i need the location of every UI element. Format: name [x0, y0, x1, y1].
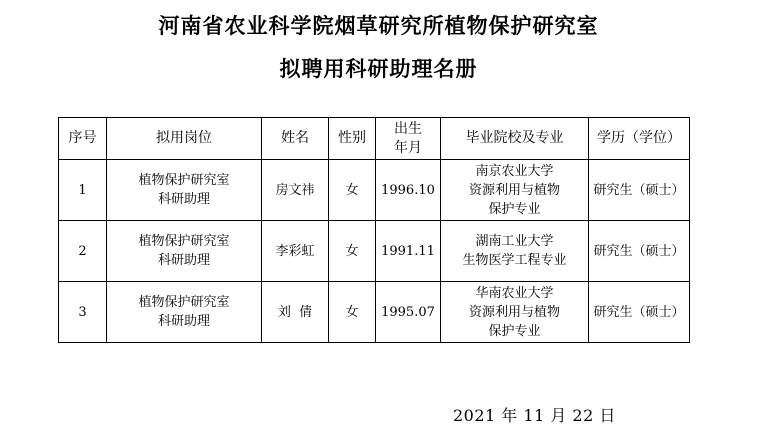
table-row [59, 160, 690, 221]
assistant-roster-table [58, 117, 690, 343]
row-degree: 研究生（硕士） [589, 160, 690, 221]
row-school-line2: 资源利用与植物 [468, 304, 560, 320]
row-gender: 女 [329, 282, 376, 343]
header-school: 毕业院校及专业 [441, 118, 589, 160]
row-degree: 研究生（硕士） [589, 282, 690, 343]
row-school-line1: 南京农业大学 [475, 163, 554, 179]
row-school-line3: 保护专业 [488, 323, 541, 339]
row-position [107, 282, 262, 343]
row-degree: 研究生（硕士） [589, 221, 690, 282]
document-subtitle: 拟聘用科研助理名册 [279, 56, 478, 81]
document-date: 2021 年 11 月 22 日 [453, 406, 616, 425]
row-position-line2: 科研助理 [157, 192, 210, 207]
row-position-line1: 植物保护研究室 [138, 173, 230, 188]
table-row [59, 282, 690, 343]
header-birth-line2: 年月 [394, 139, 422, 156]
row-gender: 女 [329, 160, 376, 221]
row-school-line1: 华南农业大学 [475, 285, 554, 301]
table-row [59, 221, 690, 282]
row-position-line1: 植物保护研究室 [138, 295, 230, 310]
row-name: 房文祎 [262, 160, 329, 221]
row-name: 李彩虹 [262, 221, 329, 282]
row-birth: 1991.11 [376, 221, 441, 282]
row-index: 1 [59, 160, 107, 221]
row-index: 3 [59, 282, 107, 343]
row-birth: 1995.07 [376, 282, 441, 343]
row-gender: 女 [329, 221, 376, 282]
header-birth-line1: 出生 [394, 120, 422, 137]
header-gender: 性别 [329, 118, 376, 160]
row-school [441, 160, 589, 221]
row-position [107, 221, 262, 282]
row-school-line2: 资源利用与植物 [468, 182, 560, 198]
row-index: 2 [59, 221, 107, 282]
row-name: 刘 倩 [262, 282, 329, 343]
header-birth [376, 118, 441, 160]
row-position-line2: 科研助理 [157, 253, 210, 268]
row-school [441, 221, 589, 282]
header-name: 姓名 [262, 118, 329, 160]
header-degree: 学历（学位） [589, 118, 690, 160]
row-school [441, 282, 589, 343]
row-school-line1: 湖南工业大学 [475, 234, 554, 249]
table-header-row [59, 118, 690, 160]
row-position-line2: 科研助理 [157, 314, 210, 329]
row-school-line3: 保护专业 [488, 201, 541, 217]
row-birth: 1996.10 [376, 160, 441, 221]
row-position [107, 160, 262, 221]
document-title: 河南省农业科学院烟草研究所植物保护研究室 [158, 13, 599, 38]
row-position-line1: 植物保护研究室 [138, 234, 230, 249]
header-index: 序号 [59, 118, 107, 160]
row-school-line2: 生物医学工程专业 [462, 253, 567, 268]
header-position: 拟用岗位 [107, 118, 262, 160]
